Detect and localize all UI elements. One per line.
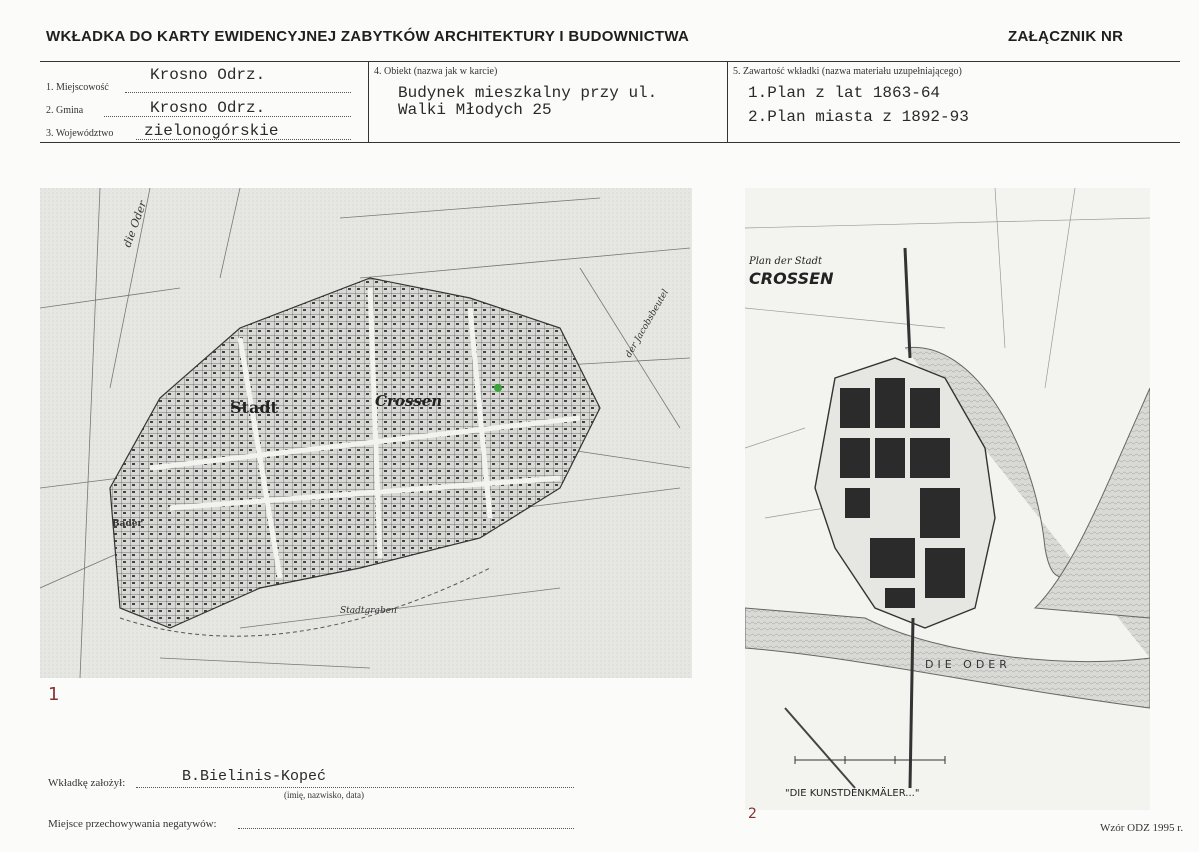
map-1-label-stadt: Stadt: [230, 398, 278, 417]
map-1-number: 1: [48, 684, 60, 705]
author-hint: (imię, nazwisko, data): [284, 790, 364, 800]
place-value: Krosno Odrz.: [150, 66, 266, 84]
table-divider-1: [368, 61, 369, 143]
map-2-title-small: Plan der Stadt: [749, 256, 823, 267]
author-label: Wkładkę założył:: [48, 777, 126, 789]
form-title: WKŁADKA DO KARTY EWIDENCYJNEJ ZABYTKÓW ARCHITEKTURY I BUDOWNICTWA: [46, 28, 690, 45]
content-label: 5. Zawartość wkładki (nazwa materiału uzupełniającego): [733, 66, 962, 77]
commune-value: Krosno Odrz.: [150, 99, 266, 117]
commune-label: 2. Gmina: [46, 105, 84, 116]
form-id: Wzór ODZ 1995 r.: [1100, 822, 1184, 834]
storage-dotted-line: [238, 828, 574, 829]
storage-label: Miejsce przechowywania negatywów:: [48, 818, 217, 830]
annex-number-label: ZAŁĄCZNIK NR: [1008, 28, 1124, 45]
map-1-label-jacobsbeutel: der Jacobsbeutel: [623, 288, 671, 360]
map-2-city-plan: [745, 188, 1150, 810]
author-value: B.Bielinis-Kopeć: [182, 768, 327, 785]
map-1-label-crossen: Crossen: [375, 392, 443, 410]
table-top-rule: [40, 61, 1180, 62]
object-value-line-2: Walki Młodych 25: [398, 101, 552, 119]
voivodeship-value: zielonogórskie: [144, 122, 279, 140]
content-item-1: 1.Plan z lat 1863-64: [748, 84, 941, 102]
table-bottom-rule: [40, 142, 1180, 143]
map-1-label-stadtgraben: Stadtgraben: [340, 606, 397, 616]
map-1-label-bader: Bader: [112, 519, 143, 529]
voivodeship-label: 3. Województwo: [46, 128, 114, 139]
map-1-cadastral-plan: [40, 188, 692, 678]
place-dotted-line: [125, 92, 351, 93]
map-2-river-label: DIE ODER: [925, 658, 1011, 671]
object-label: 4. Obiekt (nazwa jak w karcie): [374, 66, 498, 77]
place-label: 1. Miejscowość: [46, 82, 109, 93]
content-item-2: 2.Plan miasta z 1892-93: [748, 108, 969, 126]
map-2-caption: "DIE KUNSTDENKMÄLER...": [785, 788, 920, 799]
author-dotted-line: [136, 787, 574, 788]
map-1-label-river: die Oder: [120, 199, 150, 250]
object-value-line-1: Budynek mieszkalny przy ul.: [398, 84, 658, 102]
table-divider-2: [727, 61, 728, 143]
map-2-title-big: CROSSEN: [749, 269, 834, 288]
map-2-number: 2: [748, 806, 757, 822]
